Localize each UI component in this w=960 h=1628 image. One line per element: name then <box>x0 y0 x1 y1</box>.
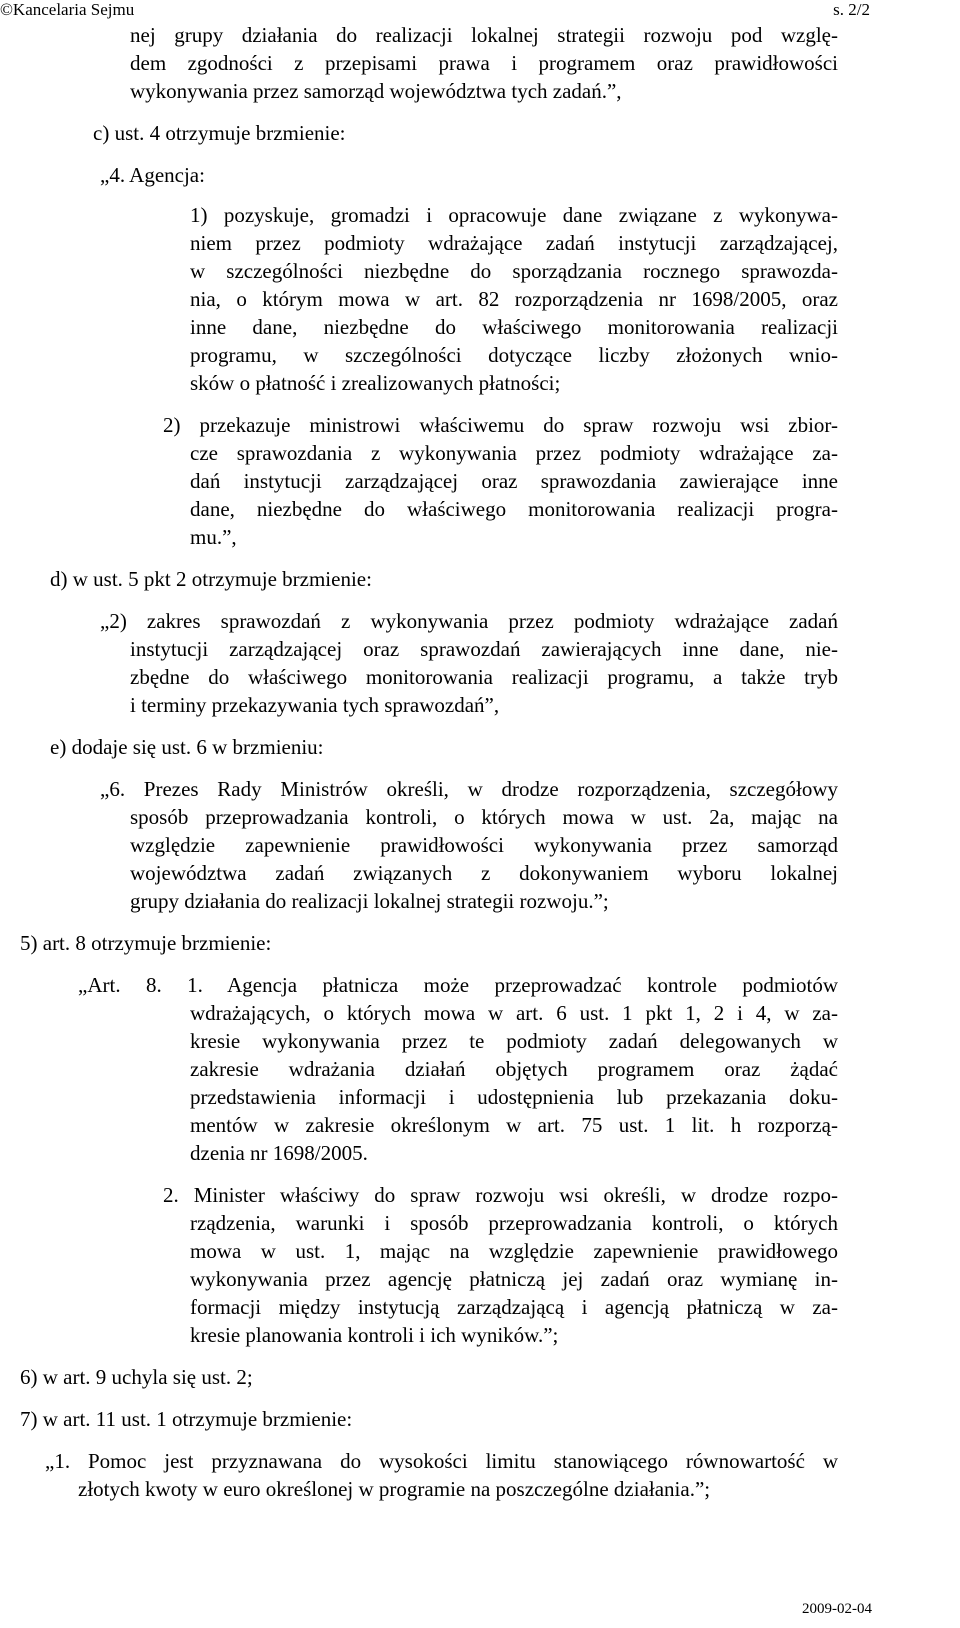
text-line: mowa w ust. 1, mając na względzie zapewnienie prawidłowego <box>190 1239 838 1263</box>
text-line: 2. Minister właściwy do spraw rozwoju wsi określi, w drodze rozpo- <box>163 1183 838 1207</box>
text-line: d) w ust. 5 pkt 2 otrzymuje brzmienie: <box>50 567 372 591</box>
text-line: „2) zakres sprawozdań z wykonywania przez podmioty wdrażające zadań <box>100 609 838 633</box>
text-line: 7) w art. 11 ust. 1 otrzymuje brzmienie: <box>20 1407 353 1431</box>
text-line: przedstawienia informacji i udostępnienia lub przekazania doku- <box>190 1085 838 1109</box>
text-line: względzie zapewnienie prawidłowości wykonywania przez samorząd <box>130 833 838 857</box>
text-line: kresie planowania kontroli i ich wyników.”; <box>190 1323 559 1347</box>
header-left: ©Kancelaria Sejmu <box>0 0 135 19</box>
text-line: wdrażających, o których mowa w art. 6 ust. 1 pkt 1, 2 i 4, w za- <box>190 1001 838 1025</box>
text-line: wykonywania przez agencję płatniczą jej zadań oraz wymianę in- <box>190 1267 838 1291</box>
text-line: 1) pozyskuje, gromadzi i opracowuje dane związane z wykonywa- <box>190 203 838 227</box>
text-line: nia, o którym mowa w art. 82 rozporządzenia nr 1698/2005, oraz <box>190 287 838 311</box>
text-line: mu.”, <box>190 525 237 549</box>
text-line: zakresie wdrażania działań objętych programem oraz żądać <box>190 1057 838 1081</box>
text-line: dane, niezbędne do właściwego monitorowania realizacji progra- <box>190 497 838 521</box>
text-line: kresie wykonywania przez te podmioty zadań delegowanych w <box>190 1029 838 1053</box>
text-line: wykonywania przez samorząd województwa tych zadań.”, <box>130 79 622 103</box>
text-line: dem zgodności z przepisami prawa i programem oraz prawidłowości <box>130 51 838 75</box>
text-line: c) ust. 4 otrzymuje brzmienie: <box>93 121 346 145</box>
text-line: 5) art. 8 otrzymuje brzmienie: <box>20 931 272 955</box>
text-line: „1. Pomoc jest przyznawana do wysokości limitu stanowiącego równowartość w <box>45 1449 838 1473</box>
text-line: dań instytucji zarządzającej oraz sprawozdania zawierające inne <box>190 469 838 493</box>
text-line: cze sprawozdania z wykonywania przez podmioty wdrażające za- <box>190 441 838 465</box>
text-line: i terminy przekazywania tych sprawozdań”, <box>130 693 500 717</box>
text-line: złotych kwoty w euro określonej w programie na poszczególne działania.”; <box>78 1477 711 1501</box>
text-line: inne dane, niezbędne do właściwego monitorowania realizacji <box>190 315 838 339</box>
text-line: w szczególności niezbędne do sporządzania rocznego sprawozda- <box>190 259 838 283</box>
text-line: programu, w szczególności dotyczące liczby złożonych wnio- <box>190 343 838 367</box>
text-line: mentów w zakresie określonym w art. 75 ust. 1 lit. h rozporzą- <box>190 1113 838 1137</box>
text-line: 2) przekazuje ministrowi właściwemu do spraw rozwoju wsi zbior- <box>163 413 838 437</box>
text-line: nej grupy działania do realizacji lokalnej strategii rozwoju pod wzglę- <box>130 23 838 47</box>
text-line: „Art. 8. 1. Agencja płatnicza może przeprowadzać kontrole podmiotów <box>78 973 838 997</box>
text-line: e) dodaje się ust. 6 w brzmieniu: <box>50 735 324 759</box>
text-line: niem przez podmioty wdrażające zadań instytucji zarządzającej, <box>190 231 838 255</box>
footer-date: 2009-02-04 <box>802 1601 872 1617</box>
text-line: „6. Prezes Rady Ministrów określi, w drodze rozporządzenia, szczegółowy <box>100 777 838 801</box>
text-line: rządzenia, warunki i sposób przeprowadzania kontroli, o których <box>190 1211 838 1235</box>
text-line: 6) w art. 9 uchyla się ust. 2; <box>20 1365 253 1389</box>
text-line: dzenia nr 1698/2005. <box>190 1141 368 1165</box>
text-line: grupy działania do realizacji lokalnej strategii rozwoju.”; <box>130 889 609 913</box>
text-line: województwa zadań związanych z dokonywaniem wyboru lokalnej <box>130 861 838 885</box>
text-line: zbędne do właściwego monitorowania realizacji programu, a także tryb <box>130 665 838 689</box>
text-line: sposób przeprowadzania kontroli, o których mowa w ust. 2a, mając na <box>130 805 838 829</box>
text-line: sków o płatność i zrealizowanych płatności; <box>190 371 561 395</box>
text-line: formacji między instytucją zarządzającą i agencją płatniczą w za- <box>190 1295 838 1319</box>
page-number: s. 2/2 <box>833 0 870 19</box>
text-line: instytucji zarządzającej oraz sprawozdań zawierających inne dane, nie- <box>130 637 838 661</box>
text-line: „4. Agencja: <box>100 163 205 187</box>
